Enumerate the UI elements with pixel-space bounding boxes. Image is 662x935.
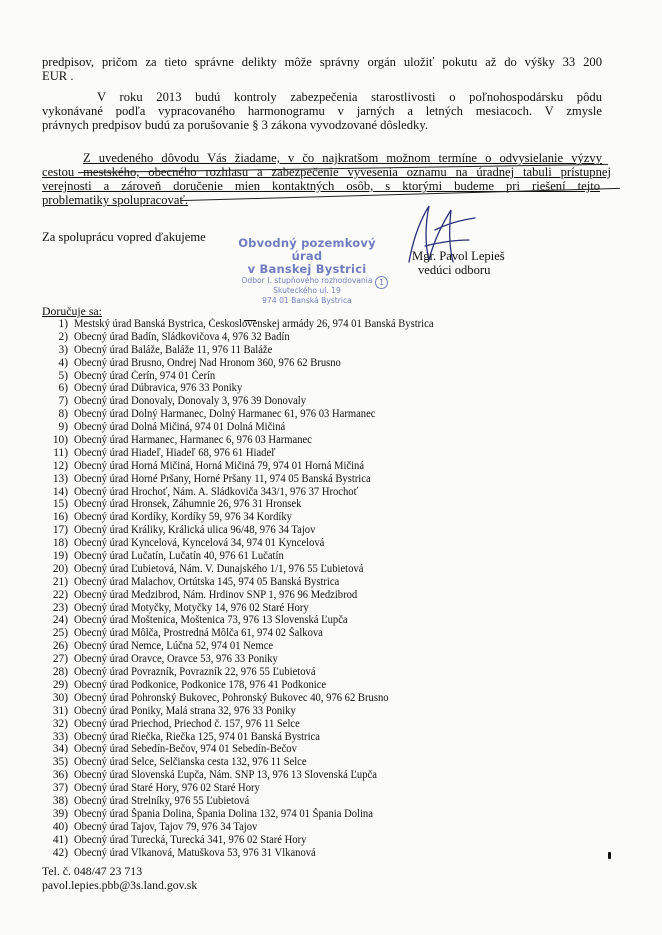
list-item-number: 26) [52, 640, 68, 653]
list-item [34, 408, 594, 421]
signatory-role: vedúci odboru [418, 263, 491, 277]
list-item [34, 486, 594, 499]
list-item-number: 17) [52, 524, 68, 537]
list-item-text: Obecný úrad Kyncelová, Kyncelová 34, 974 01 Kyncelová [74, 537, 325, 550]
list-item [34, 563, 594, 576]
contact-email: pavol.lepies.pbb@3s.land.gov.sk [42, 878, 198, 892]
stamp-department: Odbor I. stupňového rozhodovania [241, 276, 373, 285]
list-item-number: 22) [52, 588, 68, 601]
list-item [34, 395, 594, 408]
list-item [34, 447, 594, 460]
list-item [34, 614, 594, 627]
list-item-number: 3) [58, 343, 68, 356]
list-item-number: 29) [52, 678, 68, 691]
list-item-text: Obecný úrad Turecká, Turecká 341, 976 02 Staré Hory [74, 833, 307, 846]
list-item-text: Obecný úrad Nemce, Lúčna 52, 974 01 Nemce [74, 640, 274, 653]
list-item-number: 5) [58, 369, 68, 382]
list-item-text: Obecný úrad Motyčky, Motyčky 14, 976 02 Staré Hory [74, 601, 309, 614]
list-item [34, 344, 594, 357]
list-item-number: 11) [53, 446, 68, 459]
list-item [34, 460, 594, 473]
list-item-number: 2) [58, 330, 68, 343]
list-item-text: Obecný úrad Dolný Harmanec, Dolný Harmanec 61, 976 03 Harmanec [74, 408, 376, 421]
list-item [34, 756, 594, 769]
list-item-text: Obecný úrad Sebedín-Bečov, 974 01 Sebedín-Bečov [74, 743, 297, 756]
margin-mark [608, 852, 611, 859]
list-item-number: 42) [52, 846, 68, 859]
list-item [34, 331, 594, 344]
list-item-text: Obecný úrad Čerín, 974 01 Čerín [74, 369, 216, 382]
list-item-number: 10) [52, 434, 68, 447]
strikethrough-mark [244, 320, 256, 321]
list-item-text: Obecný úrad Brusno, Ondrej Nad Hronom 360, 976 62 Brusno [74, 356, 341, 369]
list-item [34, 498, 594, 511]
list-item-text: Obecný úrad Slovenská Ľupča, Nám. SNP 13, 976 13 Slovenská Ľupča [74, 769, 377, 782]
list-item-number: 1) [58, 318, 68, 330]
list-item-text: Obecný úrad Moštenica, Moštenica 73, 976 13 Slovenská Ľupča [74, 614, 348, 627]
list-item-text: Obecný úrad Medzibrod, Nám. Hrdinov SNP 1, 976 96 Medzibrod [74, 588, 358, 601]
list-item-number: 8) [58, 408, 68, 421]
list-item-text: Obecný úrad Horné Pršany, Horné Pršany 11, 974 05 Banská Bystrica [74, 472, 371, 485]
list-item-number: 20) [52, 562, 68, 575]
list-item-text: Obecný úrad Donovaly, Donovaly 3, 976 39 Donovaly [74, 395, 307, 408]
stamp-number: 1 [375, 276, 388, 289]
stamp-city: v Banskej Bystrici [247, 262, 367, 276]
list-item-number: 37) [52, 782, 68, 795]
list-item-number: 14) [52, 485, 68, 498]
thanks-line: Za spoluprácu vopred ďakujeme [42, 230, 206, 244]
list-item [34, 382, 594, 395]
list-item [34, 602, 594, 615]
request-line-4: problematiky spolupracovať. [42, 193, 188, 207]
list-item [34, 808, 594, 821]
request-line-1: Z uvedeného dôvodu Vás žiadame, v čo najkratšom možnom termíne o odvysielanie výzvy [83, 151, 602, 165]
contact-phone: Tel. č. 048/47 23 713 [42, 864, 143, 878]
list-item [34, 318, 594, 331]
intro-line-2: EUR . [42, 69, 74, 83]
request-line-3: verejnosti a zároveň doručenie mien kontaktných osôb, s ktorými budeme pri riešení tejto [42, 179, 600, 193]
list-item [34, 666, 594, 679]
list-item-text: Obecný úrad Dúbravica, 976 33 Poniky [74, 382, 243, 395]
list-item-text: Obecný úrad Kordíky, Kordíky 59, 976 34 Kordíky [74, 511, 292, 524]
list-item-number: 16) [52, 511, 68, 524]
list-item-text: Obecný úrad Selce, Selčianska cesta 132, 976 11 Selce [74, 756, 307, 769]
list-item-number: 18) [52, 537, 68, 550]
paragraph-2-line-2: vykonávané podľa vypracovaného harmonogramu v jarných a letných mesiacoch. V zmysle [42, 104, 602, 118]
list-item [34, 731, 594, 744]
list-item-text: Obecný úrad Harmanec, Harmanec 6, 976 03 Harmanec [74, 434, 312, 447]
list-item-number: 4) [58, 356, 68, 369]
stamp-street: Skuteckého ul. 19 [273, 286, 341, 295]
list-item [34, 653, 594, 666]
list-item-text: Obecný úrad Ľubietová, Nám. V. Dunajského 1/1, 976 55 Ľubietová [74, 562, 364, 575]
list-item [34, 692, 594, 705]
list-item-number: 23) [52, 601, 68, 614]
office-stamp [222, 237, 392, 306]
list-item-number: 21) [52, 575, 68, 588]
list-item-text: Obecný úrad Hronsek, Záhumnie 26, 976 31 Hronsek [74, 498, 302, 511]
list-item-text: Obecný úrad Hiadeľ, Hiadeľ 68, 976 61 Hiadeľ [74, 446, 276, 459]
list-item [34, 524, 594, 537]
list-item-number: 9) [58, 421, 68, 434]
list-item [34, 821, 594, 834]
paragraph-2-line-3: právnych predpisov budú za porušovanie § 3 zákona vyvodzované dôsledky. [42, 118, 428, 132]
list-item [34, 743, 594, 756]
list-item [34, 576, 594, 589]
paragraph-2-line-1: V roku 2013 budú kontroly zabezpečenia starostlivosti o poľnohospodársku pôdu [97, 90, 602, 104]
list-item-text: Obecný úrad Pohronský Bukovec, Pohronský Bukovec 40, 976 62 Brusno [74, 691, 389, 704]
list-item-number: 12) [52, 459, 68, 472]
list-item-text: Obecný úrad Hrochoť, Nám. A. Sládkoviča 343/1, 976 37 Hrochoť [74, 485, 359, 498]
list-item-text: Obecný úrad Priechod, Priechod č. 157, 976 11 Selce [74, 717, 300, 730]
stamp-office-name: Obvodný pozemkový úrad [238, 236, 376, 263]
list-item-text: Obecný úrad Tajov, Tajov 79, 976 34 Tajov [74, 820, 258, 833]
list-item-number: 36) [52, 769, 68, 782]
list-item-number: 27) [52, 653, 68, 666]
list-item-number: 30) [52, 691, 68, 704]
list-item [34, 421, 594, 434]
list-item-text: Obecný úrad Strelníky, 976 55 Ľubietová [74, 794, 250, 807]
list-item-text: Obecný úrad Môlča, Prostredná Môlča 61, 974 02 Šalkova [74, 627, 323, 640]
list-item-text: Obecný úrad Malachov, Ortútska 145, 974 05 Banská Bystrica [74, 575, 340, 588]
list-item [34, 718, 594, 731]
list-item-text: Obecný úrad Lučatín, Lučatín 40, 976 61 Lučatín [74, 550, 284, 563]
list-item [34, 795, 594, 808]
list-item-text: Obecný úrad Špania Dolina, Špania Dolina 132, 974 01 Špania Dolina [74, 807, 373, 820]
list-item [34, 550, 594, 563]
list-item-number: 39) [52, 807, 68, 820]
list-item [34, 679, 594, 692]
list-item-text: Obecný úrad Badín, Sládkovičova 4, 976 32 Badín [74, 330, 290, 343]
list-item-number: 35) [52, 756, 68, 769]
list-item-text: Obecný úrad Podkonice, Podkonice 178, 976 41 Podkonice [74, 678, 327, 691]
list-item [34, 434, 594, 447]
list-item [34, 511, 594, 524]
list-item-number: 41) [52, 833, 68, 846]
list-item-number: 13) [52, 472, 68, 485]
list-item-text: Obecný úrad Vlkanová, Matuškova 53, 976 31 Vlkanová [74, 846, 316, 859]
list-item-number: 6) [58, 382, 68, 395]
request-line-2: cestou mestského, obecného rozhlasu a zabezpečenie vyvesenia oznamu na úradnej tabuli prístupnej [42, 165, 611, 179]
list-item-number: 32) [52, 717, 68, 730]
stamp-postal: 974 01 Banská Bystrica [262, 296, 352, 305]
list-item-text: Obecný úrad Dolná Mičiná, 974 01 Dolná Mičiná [74, 421, 286, 434]
list-item-number: 33) [52, 730, 68, 743]
list-item-text: Obecný úrad Povrazník, Povrazník 22, 976 55 Ľubietová [74, 666, 316, 679]
signatory-name: Mgr. Pavol Lepieš [412, 249, 505, 263]
list-item-number: 38) [52, 794, 68, 807]
list-item [34, 589, 594, 602]
list-item-text: Obecný úrad Baláže, Baláže 11, 976 11 Baláže [74, 343, 273, 356]
list-item-number: 34) [52, 743, 68, 756]
list-item-number: 25) [52, 627, 68, 640]
list-item [34, 473, 594, 486]
list-item [34, 847, 594, 860]
list-item-text: Obecný úrad Horná Mičiná, Horná Mičiná 79, 974 01 Horná Mičiná [74, 459, 365, 472]
recipient-list [34, 318, 594, 859]
list-item [34, 627, 594, 640]
list-item-number: 40) [52, 820, 68, 833]
list-item-text: Obecný úrad Staré Hory, 976 02 Staré Hory [74, 782, 260, 795]
list-item [34, 537, 594, 550]
list-item-text: Obecný úrad Králiky, Králická ulica 96/48, 976 34 Tajov [74, 524, 316, 537]
list-item [34, 769, 594, 782]
list-item-number: 15) [52, 498, 68, 511]
list-item [34, 357, 594, 370]
list-item-text: Obecný úrad Poniky, Malá strana 32, 976 33 Poniky [74, 704, 296, 717]
list-item [34, 640, 594, 653]
list-item-text: Obecný úrad Riečka, Riečka 125, 974 01 Banská Bystrica [74, 730, 320, 743]
list-item [34, 370, 594, 383]
list-item-number: 7) [58, 395, 68, 408]
list-item [34, 705, 594, 718]
list-item [34, 782, 594, 795]
list-item [34, 834, 594, 847]
list-item-number: 24) [52, 614, 68, 627]
list-item-text: Mestský úrad Banská Bystrica, Československej armády 26, 974 01 Banská Bystrica [74, 318, 434, 330]
intro-line-1: predpisov, pričom za tieto správne delikty môže správny orgán uložiť pokutu až do výšky 33 200 [42, 55, 602, 69]
list-item-number: 28) [52, 666, 68, 679]
list-item-number: 31) [52, 704, 68, 717]
list-item-text: Obecný úrad Oravce, Oravce 53, 976 33 Poniky [74, 653, 278, 666]
list-item-number: 19) [52, 550, 68, 563]
recipients-heading: Doručuje sa: [42, 304, 102, 318]
